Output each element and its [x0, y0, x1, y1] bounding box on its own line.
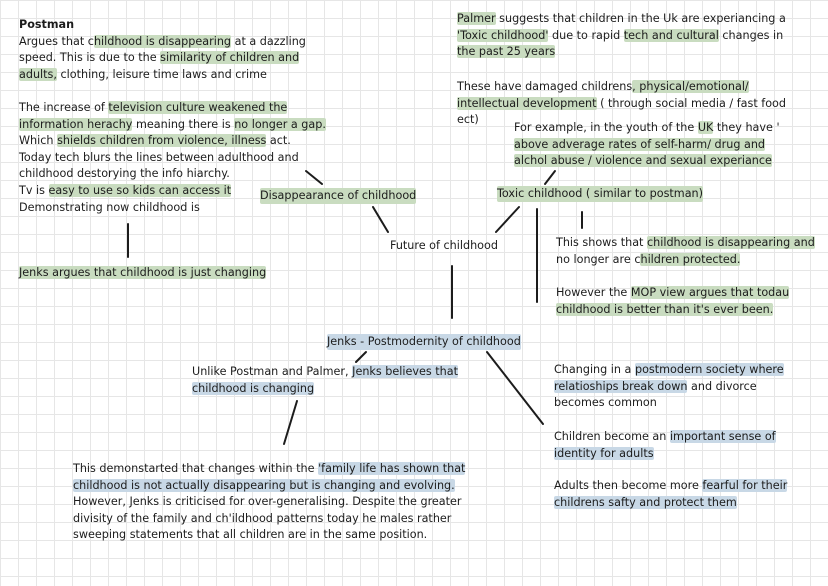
- postman-line-1: Argues that childhood is disappearing at a dazzling: [19, 34, 306, 48]
- jenks-argues-line: Jenks argues that childhood is just changing: [19, 266, 267, 279]
- palmer-line-4: These have damaged childrens, physical/emotional/: [457, 80, 749, 93]
- postman-line-7: Today tech blurs the lines between adulthood and: [19, 150, 299, 164]
- palmer-line-6: ect): [457, 113, 479, 127]
- jenks-demo-4: divisity of the family and ch'ildhood patterns today he males rather: [73, 511, 452, 525]
- line-unlike-to-demo: [284, 401, 297, 444]
- postman-line-2: speed. This is due to the similarity of children and: [19, 51, 300, 65]
- postman-line-8: childhood destorying the info hiarchy.: [19, 167, 230, 181]
- palmer-line-2: 'Toxic childhood' due to rapid tech and cultural changes in: [457, 28, 784, 42]
- jenks-demonstrated-notes: [73, 461, 465, 544]
- jenks-demo-5: sweeping statements that all children are in the same position.: [73, 528, 428, 542]
- palmer-mop-1: However the MOP view argues that todau: [556, 286, 790, 299]
- postman-line-10: Demonstrating now childhood is: [19, 200, 200, 214]
- palmer-line-3: the past 25 years: [457, 45, 556, 59]
- postman-line-4: The increase of television culture weakened the: [19, 101, 288, 114]
- jenks-fearful-notes: [554, 478, 787, 511]
- postman-line-6: Which shields children from violence, illness act.: [19, 134, 291, 148]
- line-bottom-to-unlike: [356, 352, 366, 362]
- line-left-to-center: [373, 207, 388, 232]
- jenks-identity-1: Children become an important sense of: [554, 430, 776, 443]
- palmer-example-1: For example, in the youth of the UK they have ': [514, 121, 780, 134]
- jenks-changing-2: relatioships break down and divorce: [554, 379, 757, 393]
- postman-heading: Postman: [19, 18, 75, 31]
- jenks-identity-notes: [554, 429, 776, 462]
- palmer-shows-notes: [556, 235, 815, 268]
- jenks-unlike-notes: [192, 364, 458, 397]
- jenks-demo-2: childhood is not actually disappearing but is changing and evolving.: [73, 478, 455, 492]
- postman-line-9: Tv is easy to use so kids can access it: [19, 183, 232, 197]
- jenks-unlike-2: childhood is changing: [192, 381, 315, 395]
- palmer-mop-2: childhood is better than it's ever been.: [556, 302, 774, 316]
- jenks-demo-1: This demonstarted that changes within the 'family life has shown that: [73, 462, 466, 475]
- palmer-shows-1: This shows that childhood is disappearing and: [556, 236, 815, 249]
- palmer-example-3: alchol abuse / violence and sexual experiance: [514, 154, 772, 168]
- line-bottom-to-right: [487, 352, 543, 424]
- node-jenks-postmodernity: Jenks - Postmodernity of childhood: [327, 335, 521, 348]
- postman-tv-notes: [19, 100, 326, 216]
- node-toxic-childhood: Toxic childhood ( similar to postman): [497, 187, 704, 200]
- node-future-of-childhood: Future of childhood: [390, 239, 498, 252]
- palmer-mop-notes: [556, 285, 789, 318]
- palmer-example-notes: [514, 120, 780, 170]
- jenks-fearful-2: childrens safty and protect them: [554, 495, 737, 509]
- jenks-changing-1: Changing in a postmodern society where: [554, 363, 784, 376]
- node-disappearance-of-childhood: Disappearance of childhood: [260, 189, 417, 202]
- postman-line-3: adults, clothing, leisure time laws and crime: [19, 67, 267, 81]
- jenks-demo-3: However, Jenks is criticised for over-generalising. Despite the greater: [73, 495, 462, 509]
- jenks-changing-3: becomes common: [554, 396, 657, 410]
- line-right-to-example: [545, 171, 555, 184]
- palmer-notes: [457, 11, 786, 61]
- postman-notes: [19, 17, 306, 83]
- palmer-line-1: Palmer suggests that children in the Uk are experiancing a: [457, 12, 786, 25]
- jenks-changing-notes: [554, 362, 784, 412]
- line-right-to-center: [496, 207, 519, 232]
- palmer-shows-2: no longer are children protected.: [556, 252, 741, 266]
- jenks-identity-2: identity for adults: [554, 446, 654, 460]
- palmer-example-2: above adverage rates of self-harm/ drug and: [514, 137, 766, 151]
- jenks-fearful-1: Adults then become more fearful for their: [554, 479, 788, 492]
- palmer-line-5: intellectual development ( through social media / fast food: [457, 96, 786, 110]
- jenks-unlike-1: Unlike Postman and Palmer, Jenks believes that: [192, 365, 458, 378]
- postman-line-5: information herachy meaning there is no longer a gap.: [19, 117, 326, 131]
